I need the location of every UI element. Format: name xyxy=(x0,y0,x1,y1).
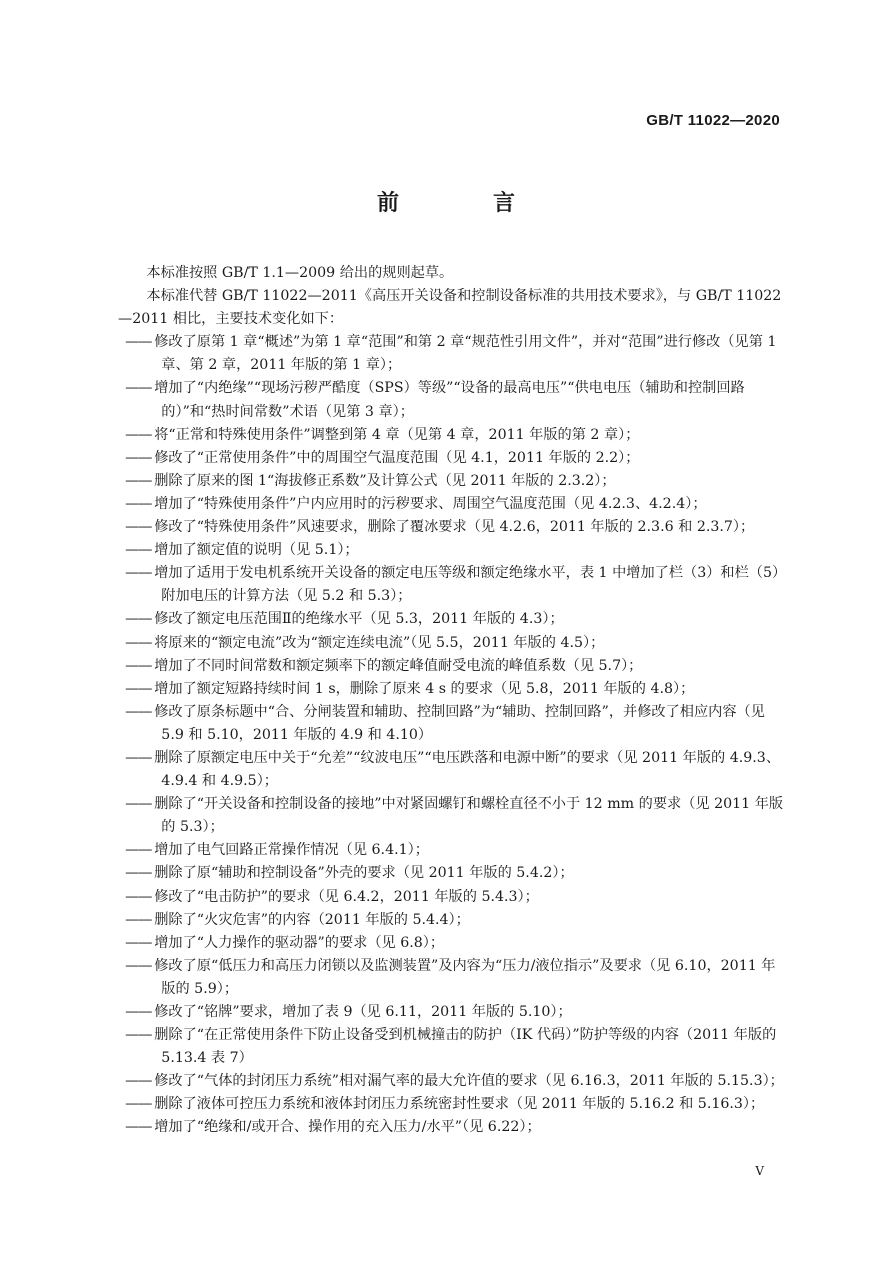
list-item xyxy=(125,678,784,701)
list-item xyxy=(125,862,784,885)
list-dash: —— xyxy=(125,911,152,928)
list-item-text: 增加了“特殊使用条件”户内应用时的污秽要求、周围空气温度范围（见 4.2.3、4.2.4）； xyxy=(154,495,707,512)
list-item xyxy=(125,608,784,631)
list-item-text: 修改了“电击防护”的要求（见 6.4.2，2011 年版的 5.4.3）； xyxy=(154,888,539,905)
list-dash: —— xyxy=(125,957,152,974)
list-dash: —— xyxy=(125,796,152,813)
list-item-text: 增加了“内绝缘”“现场污秽严酷度（SPS）等级”“设备的最高电压”“供电电压（辅助和控制回路的）”和“热时间常数”术语（见第 3 章）； xyxy=(154,380,745,420)
list-item xyxy=(125,1024,784,1070)
list-item xyxy=(125,1070,784,1093)
list-item xyxy=(125,539,784,562)
list-dash: —— xyxy=(125,1073,152,1090)
list-item xyxy=(125,932,784,955)
list-item-text: 删除了原额定电压中关于“允差”“纹波电压”“电压跌落和电源中断”的要求（见 2011 年版的 4.9.3、4.9.4 和 4.9.5）； xyxy=(154,749,781,790)
list-item xyxy=(125,493,784,516)
list-dash: —— xyxy=(125,449,152,466)
list-item-text: 增加了电气回路正常操作情况（见 6.4.1）； xyxy=(154,842,429,859)
paragraph-drafting-rule: 本标准按照 GB/T 1.1—2009 给出的规则起草。 xyxy=(146,265,454,281)
page-number: V xyxy=(755,1164,764,1178)
list-dash: —— xyxy=(125,934,152,951)
paragraph-replacement: 本标准代替 GB/T 11022—2011《高压开关设备和控制设备标准的共用技术要求》，与 GB/T 11022—2011 相比，主要技术变化如下： xyxy=(118,288,782,328)
list-item xyxy=(125,562,784,608)
list-item-text: 修改了“特殊使用条件”风速要求，删除了覆冰要求（见 4.2.6，2011 年版的 2.3.6 和 2.3.7）； xyxy=(154,519,755,536)
list-item xyxy=(125,1093,784,1116)
list-item-text: 删除了原来的图 1“海拔修正系数”及计算公式（见 2011 年版的 2.3.2）； xyxy=(154,472,616,489)
list-dash: —— xyxy=(125,865,152,882)
list-item-text: 修改了“正常使用条件”中的周围空气温度范围（见 4.1，2011 年版的 2.2）； xyxy=(154,449,640,466)
list-item xyxy=(125,701,784,747)
list-dash: —— xyxy=(125,680,152,697)
list-dash: —— xyxy=(125,703,152,720)
list-item xyxy=(125,839,784,862)
list-dash: —— xyxy=(125,657,152,674)
list-item-text: 修改了原第 1 章“概述”为第 1 章“范围”和第 2 章“规范性引用文件”，并对“范围”进行修改（见第 1 章、第 2 章，2011 年版的第 1 章）； xyxy=(154,334,777,374)
list-item-text: 修改了原条标题中“合、分闸装置和辅助、控制回路”为“辅助、控制回路”，并修改了相应内容（见 5.9 和 5.10，2011 年版的 4.9 和 4.10） xyxy=(154,703,765,743)
list-item xyxy=(125,447,784,470)
list-item xyxy=(125,747,784,793)
list-dash: —— xyxy=(125,519,152,536)
list-item-text: 增加了额定短路持续时间 1 s，删除了原来 4 s 的要求（见 5.8，2011 年版的 4.8）； xyxy=(154,680,695,697)
list-dash: —— xyxy=(125,426,152,443)
list-dash: —— xyxy=(125,1027,152,1044)
document-body xyxy=(118,262,784,1140)
list-item xyxy=(125,655,784,678)
list-item-text: 增加了“绝缘和/或开合、操作用的充入压力/水平”（见 6.22）； xyxy=(154,1119,541,1136)
list-item xyxy=(125,909,784,932)
list-item-text: 将原来的“额定电流”改为“额定连续电流”（见 5.5，2011 年版的 4.5）； xyxy=(154,634,605,651)
list-item-text: 删除了液体可控压力系统和液体封闭压力系统密封性要求（见 2011 年版的 5.16.2 和 5.16.3）； xyxy=(154,1096,765,1113)
list-item xyxy=(125,377,784,423)
list-dash: —— xyxy=(125,611,152,628)
list-dash: —— xyxy=(125,888,152,905)
list-dash: —— xyxy=(125,749,152,766)
list-dash: —— xyxy=(125,380,152,397)
list-item xyxy=(125,331,784,377)
list-item-text: 删除了“开关设备和控制设备的接地”中对紧固螺钉和螺栓直径不小于 12 mm 的要求（见 2011 年版的 5.3）； xyxy=(154,796,784,836)
list-item-text: 删除了原“辅助和控制设备”外壳的要求（见 2011 年版的 5.4.2）； xyxy=(154,865,574,882)
list-item xyxy=(125,470,784,493)
list-item-text: 修改了额定电压范围Ⅱ的绝缘水平（见 5.3，2011 年版的 4.3）； xyxy=(154,611,564,628)
list-item-text: 修改了原“低压力和高压力闭锁以及监测装置”及内容为“压力/液位指示”及要求（见 6.10，2011 年版的 5.9）； xyxy=(154,957,776,997)
list-dash: —— xyxy=(125,472,152,489)
list-item xyxy=(125,516,784,539)
list-item-text: 增加了“人力操作的驱动器”的要求（见 6.8）； xyxy=(154,934,445,951)
page-title: 前 言 xyxy=(376,191,551,216)
list-dash: —— xyxy=(125,1096,152,1113)
standard-number: GB/T 11022—2020 xyxy=(646,112,780,129)
list-item-text: 将“正常和特殊使用条件”调整到第 4 章（见第 4 章，2011 年版的第 2 章）； xyxy=(154,426,640,443)
list-item xyxy=(125,1116,784,1139)
list-dash: —— xyxy=(125,634,152,651)
list-item xyxy=(125,632,784,655)
list-dash: —— xyxy=(125,842,152,859)
list-item-text: 删除了“在正常使用条件下防止设备受到机械撞击的防护（IK 代码）”防护等级的内容（2011 年版的 5.13.4 表 7） xyxy=(154,1027,777,1067)
list-item-text: 增加了适用于发电机系统开关设备的额定电压等级和额定绝缘水平，表 1 中增加了栏（3）和栏（5）附加电压的计算方法（见 5.2 和 5.3）； xyxy=(154,565,780,605)
list-item-text: 增加了不同时间常数和额定频率下的额定峰值耐受电流的峰值系数（见 5.7）； xyxy=(154,657,643,674)
list-dash: —— xyxy=(125,1004,152,1020)
list-dash: —— xyxy=(125,495,152,512)
list-dash: —— xyxy=(125,542,152,559)
list-item xyxy=(125,955,784,1001)
list-item xyxy=(125,1001,784,1024)
list-item-text: 增加了额定值的说明（见 5.1）； xyxy=(154,542,359,559)
list-item xyxy=(125,424,784,447)
list-dash: —— xyxy=(125,565,152,582)
list-dash: —— xyxy=(125,334,152,351)
list-dash: —— xyxy=(125,1119,152,1136)
list-item-text: 删除了“火灾危害”的内容（2011 年版的 5.4.4）； xyxy=(154,911,470,928)
list-item xyxy=(125,793,784,839)
list-item-text: 修改了“气体的封闭压力系统”相对漏气率的最大允许值的要求（见 6.16.3，2011 年版的 5.15.3）； xyxy=(154,1073,784,1090)
changes-list xyxy=(118,331,784,1139)
list-item xyxy=(125,886,784,909)
list-item-text: 修改了“铭牌”要求，增加了表 9（见 6.11，2011 年版的 5.10）； xyxy=(154,1004,572,1020)
